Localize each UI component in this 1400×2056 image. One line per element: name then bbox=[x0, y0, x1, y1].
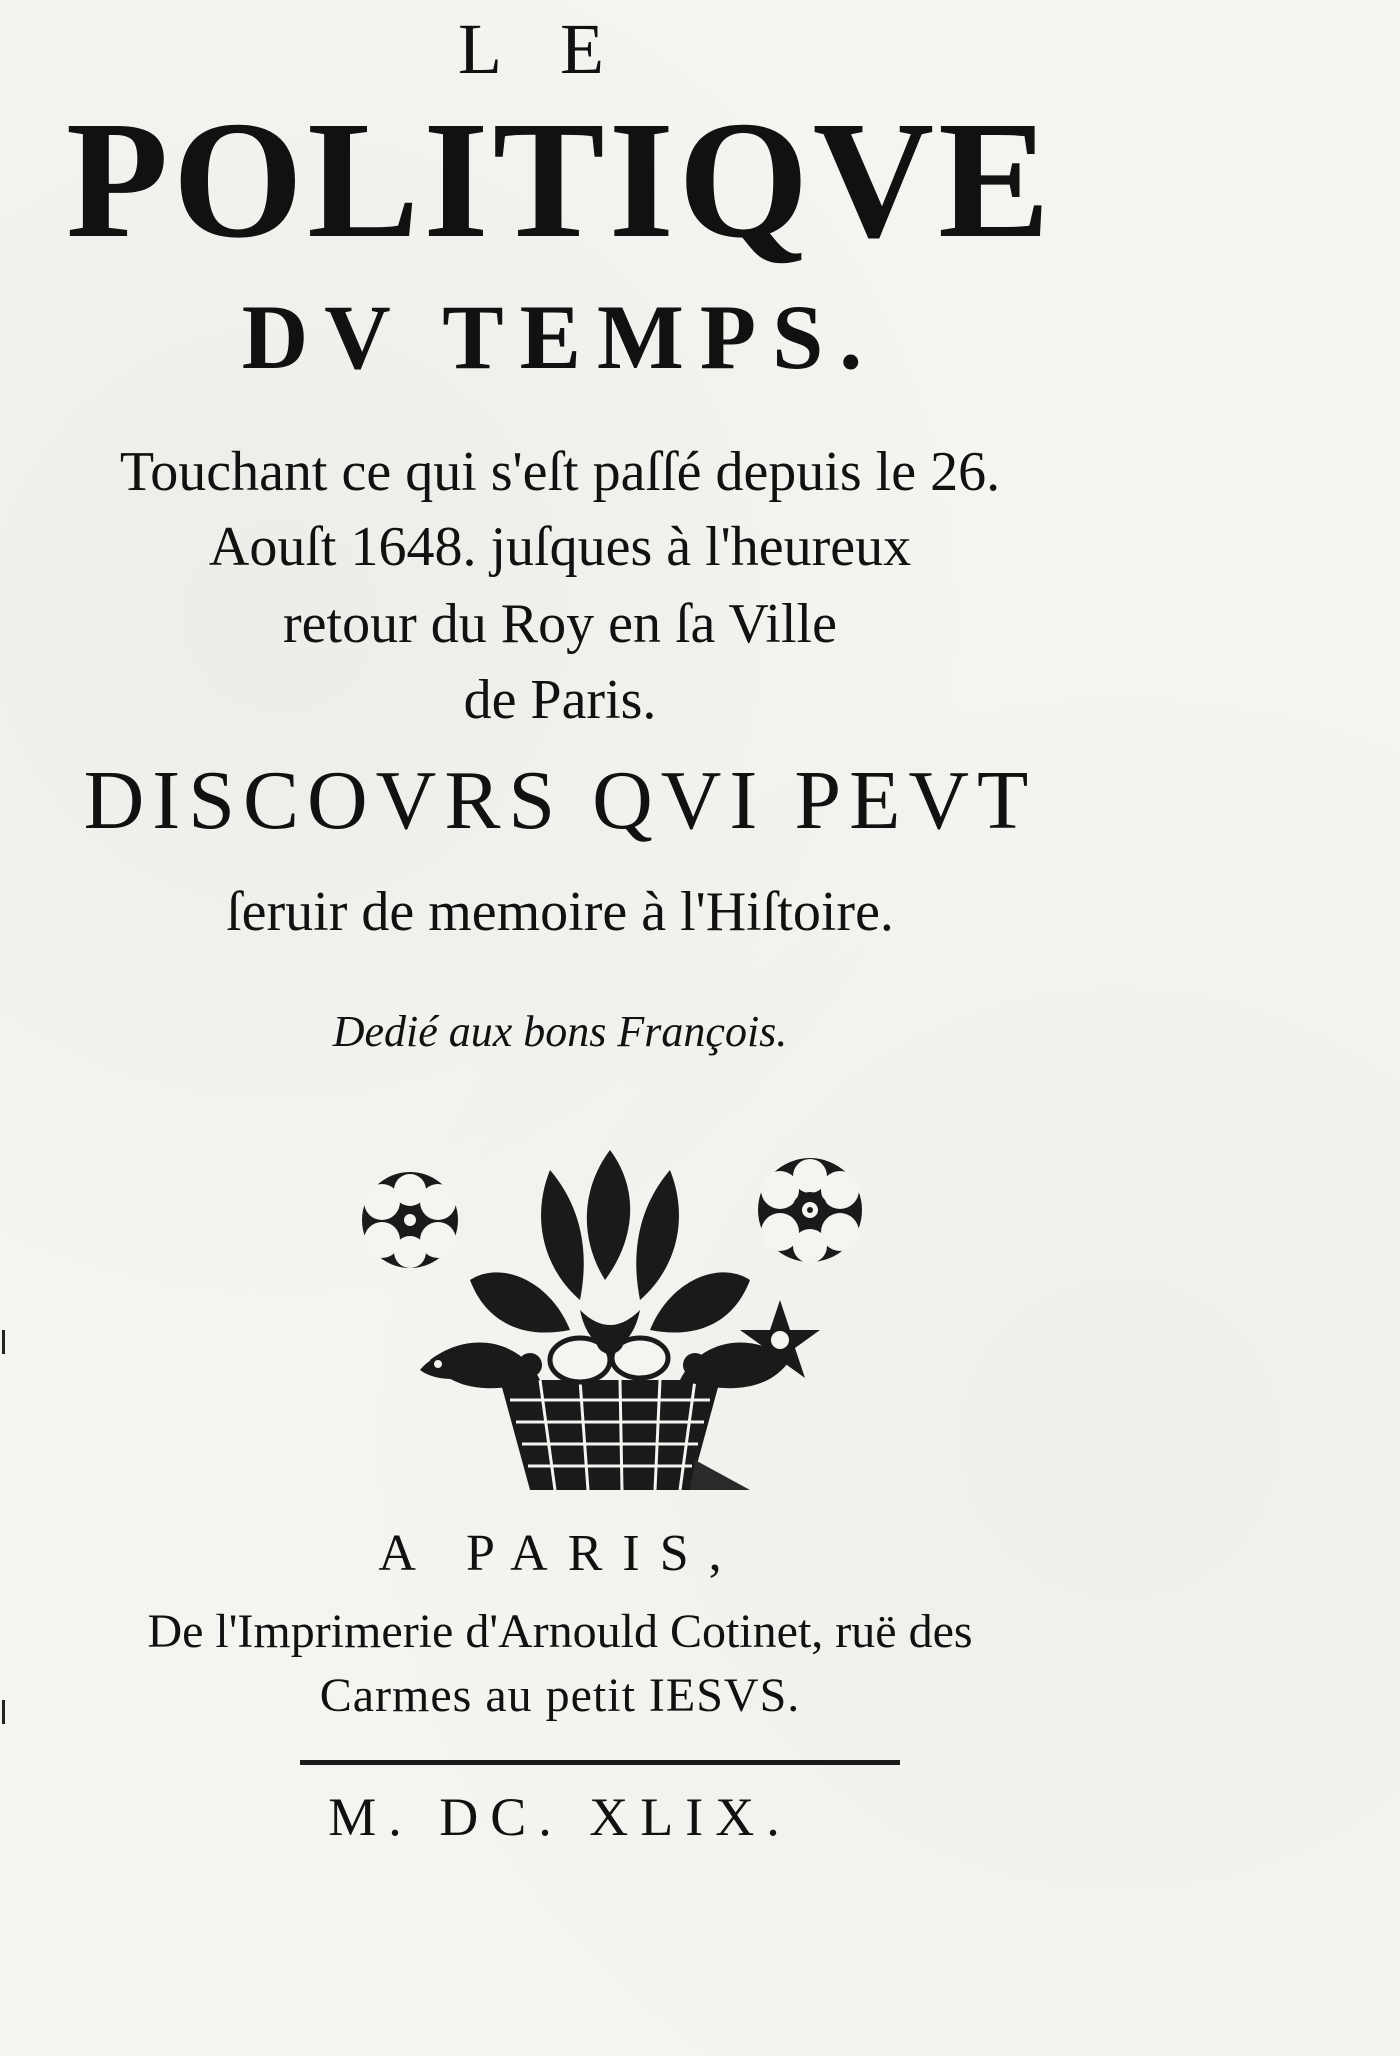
discours-heading: DISCOVRS QVI PEVT bbox=[83, 754, 1037, 847]
imprint-line-2: Carmes au petit IESVS. bbox=[319, 1669, 801, 1722]
horizontal-rule bbox=[300, 1760, 900, 1765]
flower-basket-ornament bbox=[350, 1130, 870, 1500]
margin-mark bbox=[2, 1700, 5, 1724]
dedication: Dedié aux bons François. bbox=[332, 1007, 788, 1056]
publication-date: M. DC. XLIX. bbox=[328, 1787, 792, 1847]
margin-mark bbox=[2, 1330, 5, 1354]
imprint-line-1: De l'Imprimerie d'Arnould Cotinet, ruë des bbox=[147, 1605, 973, 1658]
subtitle-line-3: retour du Roy en ſa Ville bbox=[283, 593, 837, 655]
left-flower-icon bbox=[362, 1172, 458, 1268]
right-flower-icon bbox=[758, 1158, 862, 1263]
basket-icon bbox=[500, 1380, 750, 1490]
subtitle-line-2: Aouſt 1648. juſques à l'heureux bbox=[208, 516, 912, 578]
fruits-icon bbox=[518, 1326, 707, 1382]
seruir-line: ſeruir de memoire à l'Hiſtoire. bbox=[226, 881, 894, 943]
place-of-publication: A PARIS, bbox=[378, 1525, 742, 1582]
main-title-line2: DV TEMPS. bbox=[241, 286, 879, 388]
subtitle-line-4: de Paris. bbox=[463, 669, 657, 731]
subtitle-line-1: Touchant ce qui s'eſt paſſé depuis le 26. bbox=[119, 441, 1001, 503]
main-title: POLITIQVE bbox=[65, 87, 1055, 273]
title-article: LE bbox=[458, 9, 662, 89]
